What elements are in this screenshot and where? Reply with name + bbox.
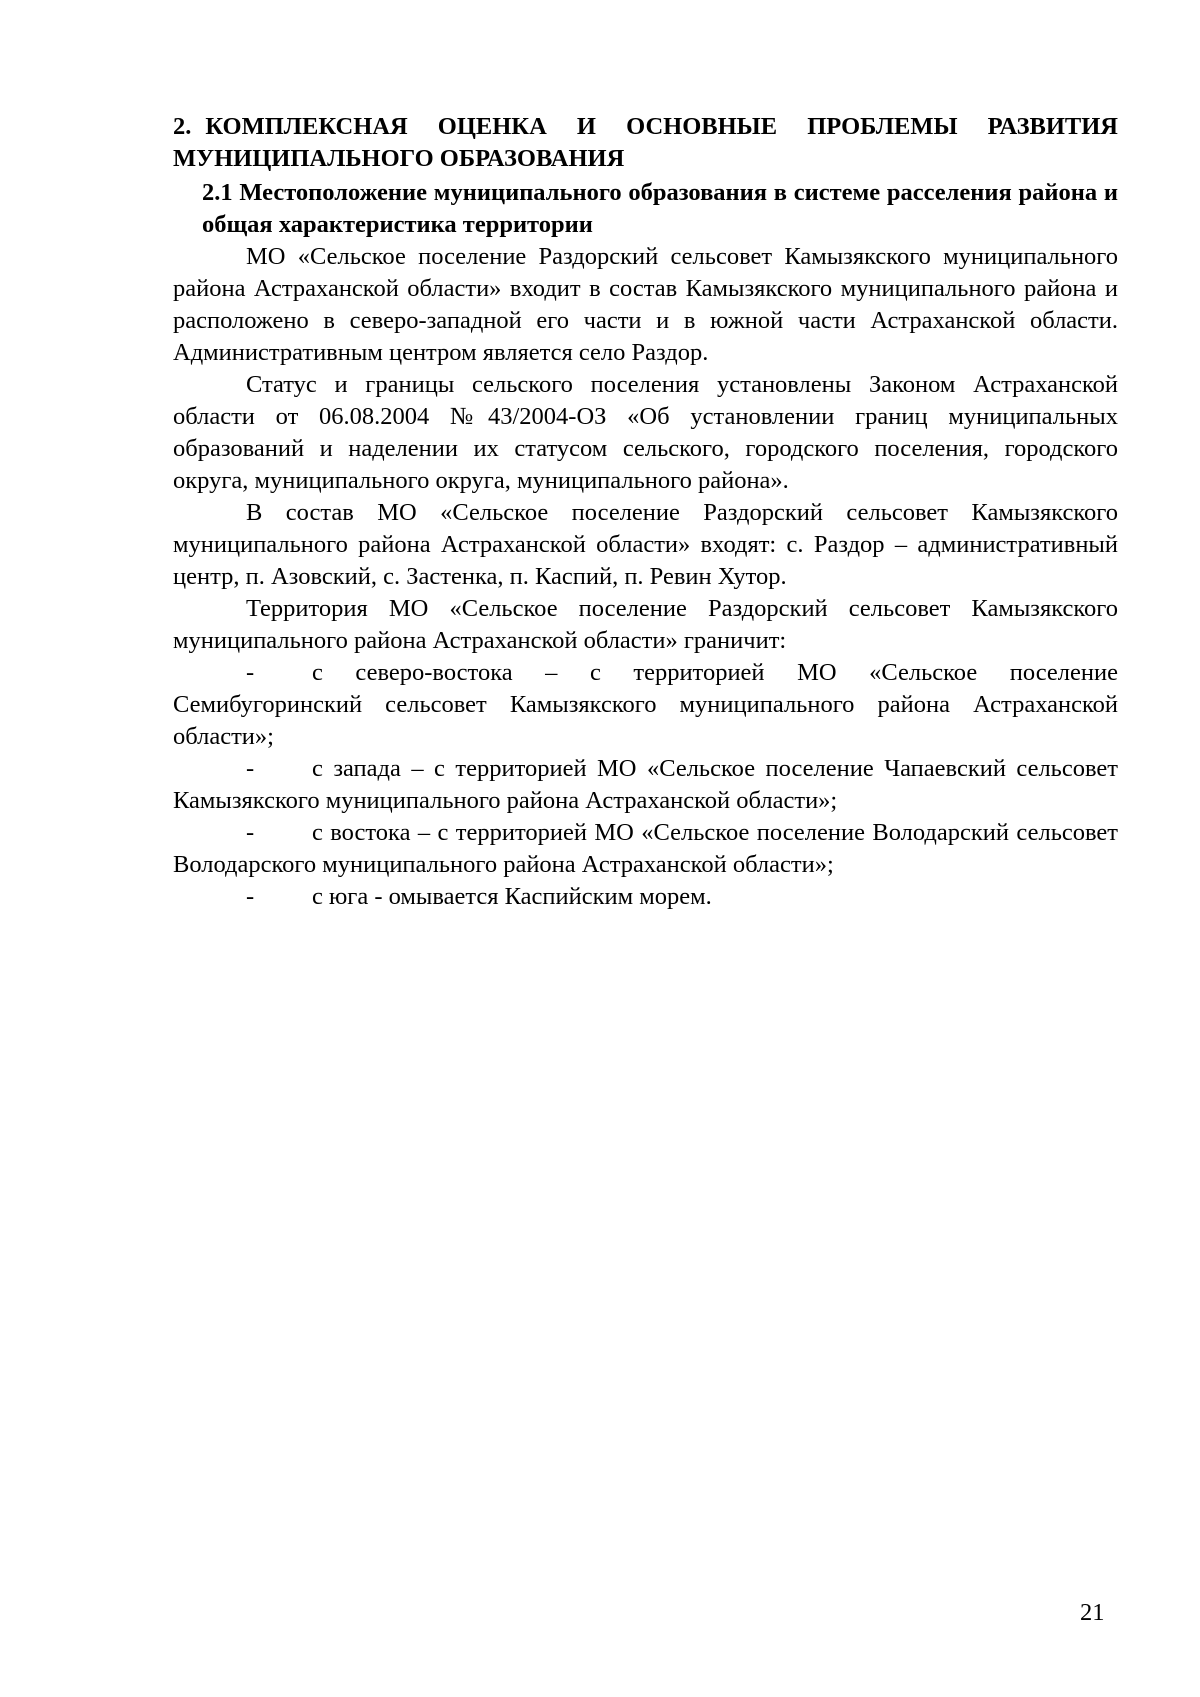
list-item [173, 881, 1118, 913]
list-item [173, 657, 1118, 753]
page-number: 21 [1080, 1599, 1105, 1626]
list-dash: - [246, 883, 255, 910]
list-dash: - [246, 755, 255, 782]
list-item [173, 753, 1118, 817]
paragraph-composition: В состав МО «Сельское поселение Раздорский сельсовет Камызякского муниципального района Астраханской области» входят: с. Раздор – административный центр, п. Азовский, с. Застенка, п. Каспий, п. Ревин Хутор. [173, 499, 1118, 590]
list-item-text: с запада – с территорией МО «Сельское поселение Чапаевский сельсовет Камызякского муниципального района Астраханской области»; [173, 755, 1118, 814]
section-number: 2. [173, 113, 192, 140]
section-title: КОМПЛЕКСНАЯ ОЦЕНКА И ОСНОВНЫЕ ПРОБЛЕМЫ РАЗВИТИЯ МУНИЦИПАЛЬНОГО ОБРАЗОВАНИЯ [173, 113, 1118, 172]
paragraph-status: Статус и границы сельского поселения установлены Законом Астраханской области от 06.08.2004 №43/2004-ОЗ «Об установлении границ муниципальных образований и наделении их статусом сельского, городского поселения, городского округа, муниципального округа, муниципального района». [173, 371, 1118, 494]
paragraph-borders-intro: Территория МО «Сельское поселение Раздорский сельсовет Камызякского муниципального района Астраханской области» граничит: [173, 595, 1118, 654]
list-item [173, 817, 1118, 881]
list-dash: - [246, 819, 255, 846]
list-dash: - [246, 659, 255, 686]
section-heading [173, 111, 1118, 175]
subsection-heading: 2.1 Местоположение муниципального образования в системе расселения района и общая характеристика территории [202, 179, 1118, 238]
list-item-text: с юга - омывается Каспийским морем. [312, 883, 712, 910]
paragraph-location: МО «Сельское поселение Раздорский сельсовет Камызякского муниципального района Астраханской области» входит в состав Камызякского муниципального района и расположено в северо-западной его части и в южной части Астраханской области. Административным центром является село Раздор. [173, 243, 1118, 366]
borders-list [173, 657, 1118, 913]
document-page [173, 111, 1118, 913]
list-item-text: с востока – с территорией МО «Сельское поселение Володарский сельсовет Володарского муниципального района Астраханской области»; [173, 819, 1118, 878]
list-item-text: с северо-востока – с территорией МО «Сельское поселение Семибугоринский сельсовет Камызякского муниципального района Астраханской области»; [173, 659, 1118, 750]
